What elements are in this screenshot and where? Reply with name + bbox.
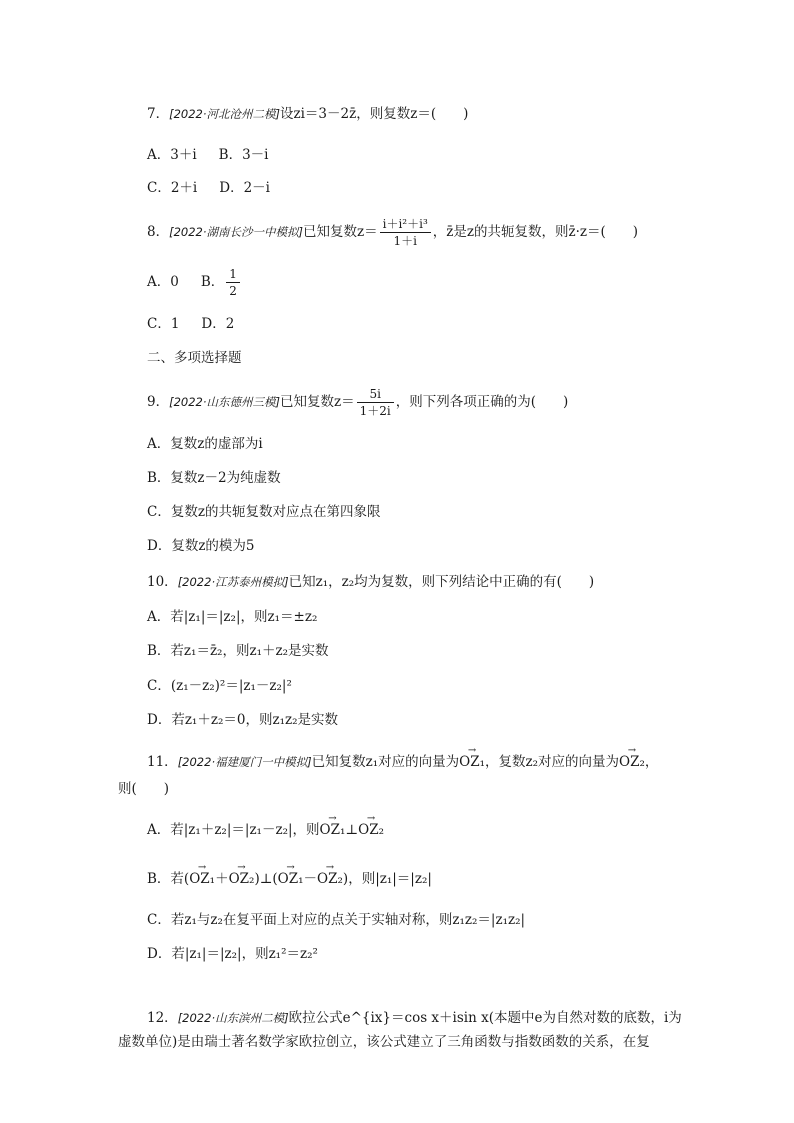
q10-option-b: B．若z₁＝z̄₂，则z₁＋z₂是实数 bbox=[147, 643, 329, 659]
q11-text-3: ， bbox=[644, 754, 659, 770]
q11-vector-oz1: → OZ₁ bbox=[459, 752, 485, 772]
q11-option-b bbox=[147, 869, 432, 889]
q9-source: [2022·山东德州三模] bbox=[169, 395, 280, 409]
q11-option-b-vector-3: → OZ₁ bbox=[278, 869, 304, 889]
q11-option-a-vector-1: → OZ₁ bbox=[320, 820, 346, 840]
q8-options-ab bbox=[147, 264, 242, 300]
q10-source: [2022·江苏泰州模拟] bbox=[177, 575, 289, 589]
q12-stem bbox=[147, 1008, 682, 1028]
q10-text: 已知z₁，z₂均为复数，则下列结论中正确的有( ) bbox=[288, 574, 595, 590]
q8-option-c: C．1 bbox=[147, 316, 180, 332]
q7-number: 7． bbox=[147, 106, 170, 122]
q11-option-b-vector-1: → OZ₁ bbox=[189, 869, 215, 889]
q11-option-a-perp: ⊥ bbox=[345, 822, 359, 838]
q7-stem bbox=[147, 104, 468, 124]
q11-option-b-text-2: )，则|z₁|＝|z₂| bbox=[342, 871, 432, 887]
q8-source: [2022·湖南长沙一中模拟] bbox=[169, 225, 303, 239]
q10-stem bbox=[147, 572, 594, 592]
q7-option-d: D．2－i bbox=[219, 180, 270, 196]
q11-option-c: C．若z₁与z₂在复平面上对应的点关于实轴对称，则z₁z₂＝|z₁z₂| bbox=[147, 912, 526, 928]
q8-number: 8． bbox=[147, 224, 170, 240]
q11-option-b-vector-4: → OZ₂ bbox=[317, 869, 343, 889]
q7-option-c: C．2＋i bbox=[147, 180, 198, 196]
q9-number: 9． bbox=[147, 394, 170, 410]
q11-option-b-minus: － bbox=[303, 871, 318, 887]
q10-option-c: C．(z₁－z₂)²＝|z₁－z₂|² bbox=[147, 678, 292, 694]
q7-source: [2022·河北沧州二模] bbox=[169, 107, 280, 121]
q11-option-a bbox=[147, 820, 384, 840]
q12-number: 12． bbox=[147, 1010, 178, 1026]
q8-option-b-fraction bbox=[226, 266, 240, 299]
q7-options-cd bbox=[147, 178, 270, 198]
q7-option-a: A．3＋i bbox=[147, 147, 197, 163]
q9-option-d: D．复数z的模为5 bbox=[147, 538, 255, 554]
q7-text: 设zi＝3－2z̄，则复数z＝( ) bbox=[280, 106, 469, 122]
q8-lead: 已知复数z＝ bbox=[303, 224, 378, 240]
q12-stem-continued: 虚数单位)是由瑞士著名数学家欧拉创立，该公式建立了三角函数与指数函数的关系，在复 bbox=[118, 1034, 650, 1050]
q10-option-d: D．若z₁＋z₂＝0，则z₁z₂是实数 bbox=[147, 712, 339, 728]
q11-text-2: ，复数z₂对应的向量为 bbox=[485, 754, 620, 770]
q11-stem-continued: 则( ) bbox=[118, 781, 170, 797]
q9-fraction bbox=[357, 386, 394, 419]
q8-option-b-denominator: 2 bbox=[229, 284, 237, 298]
q11-option-b-vector-2: → OZ₂ bbox=[229, 869, 255, 889]
q7-options-ab bbox=[147, 145, 268, 165]
q8-option-b-numerator: 1 bbox=[226, 266, 240, 283]
q11-option-b-text-1: B．若( bbox=[147, 871, 190, 887]
q8-option-a: A．0 bbox=[147, 274, 179, 290]
section-heading: 二、多项选择题 bbox=[147, 350, 242, 366]
q9-lead: 已知复数z＝ bbox=[280, 394, 355, 410]
q8-tail: ，z̄是z的共轭复数，则z̄·z＝( ) bbox=[432, 224, 639, 240]
q7-option-b: B．3－i bbox=[218, 147, 269, 163]
q11-option-b-plus: ＋ bbox=[215, 871, 229, 887]
q8-option-b-label: B． bbox=[200, 274, 225, 290]
q8-denominator: 1＋i bbox=[393, 234, 417, 248]
q11-option-a-text: A．若|z₁＋z₂|＝|z₁－z₂|，则 bbox=[147, 822, 320, 838]
q12-text: 欧拉公式e^{ix}＝cos x＋isin x(本题中e为自然对数的底数，i为 bbox=[288, 1010, 682, 1026]
q11-text-1: 已知复数z₁对应的向量为 bbox=[311, 754, 460, 770]
q8-option-d: D．2 bbox=[201, 316, 235, 332]
q9-option-c: C．复数z的共轭复数对应点在第四象限 bbox=[147, 504, 381, 520]
q8-options-cd bbox=[147, 314, 234, 334]
q11-vector-oz2: → OZ₂ bbox=[619, 752, 645, 772]
q9-denominator: 1＋2i bbox=[359, 404, 391, 418]
q9-numerator: 5i bbox=[357, 386, 394, 403]
q12-source: [2022·山东滨州二模] bbox=[177, 1011, 289, 1025]
q9-tail: ，则下列各项正确的为( ) bbox=[395, 394, 569, 410]
q11-option-b-perp: )⊥( bbox=[254, 871, 278, 887]
q8-stem bbox=[147, 214, 638, 250]
q11-stem bbox=[147, 752, 658, 772]
q11-option-a-vector-2: → OZ₂ bbox=[358, 820, 384, 840]
q9-option-b: B．复数z－2为纯虚数 bbox=[147, 470, 281, 486]
q9-option-a: A．复数z的虚部为i bbox=[147, 436, 263, 452]
q9-stem bbox=[147, 384, 568, 420]
q11-option-d: D．若|z₁|＝|z₂|，则z₁²＝z₂² bbox=[147, 946, 318, 962]
q8-fraction bbox=[380, 216, 431, 249]
q11-number: 11． bbox=[147, 754, 178, 770]
q10-number: 10． bbox=[147, 574, 178, 590]
q11-source: [2022·福建厦门一中模拟] bbox=[177, 755, 312, 769]
q10-option-a: A．若|z₁|＝|z₂|，则z₁＝±z₂ bbox=[147, 609, 318, 625]
q8-numerator: i＋i²＋i³ bbox=[380, 216, 431, 233]
